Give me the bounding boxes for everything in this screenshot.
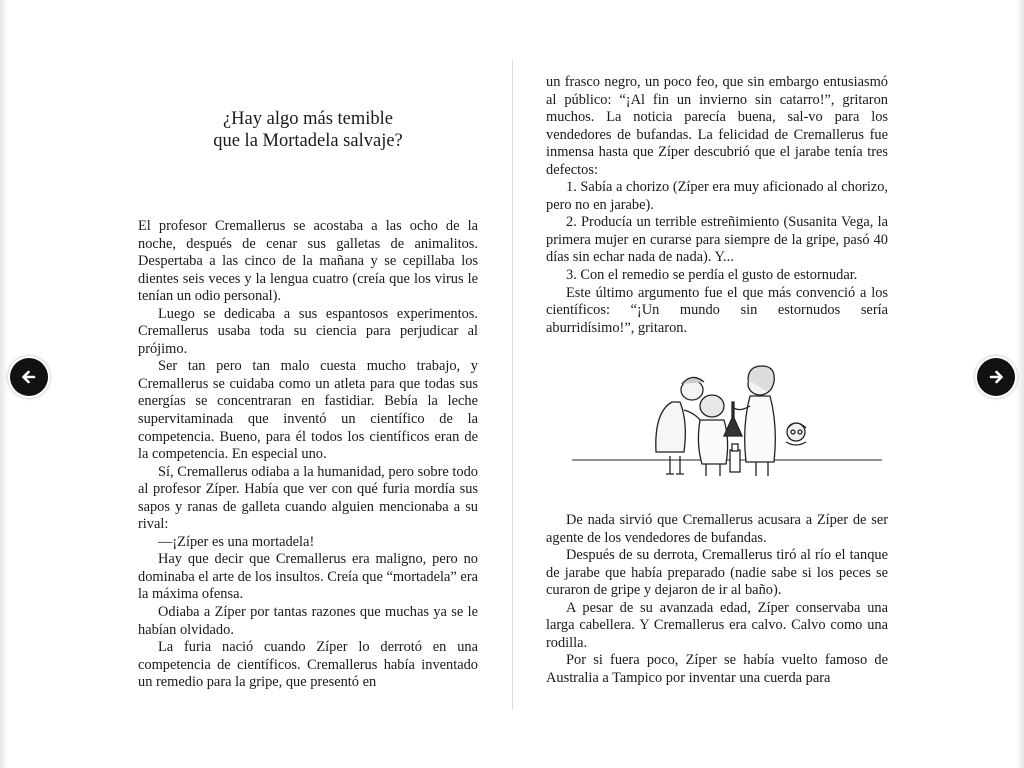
page-shadow-right bbox=[1016, 0, 1024, 768]
list-item: 1. Sabía a chorizo (Zíper era muy aficionado al chorizo, pero no en jarabe). bbox=[546, 179, 888, 213]
chapter-title-line-2: que la Mortadela salvaje? bbox=[213, 131, 403, 151]
paragraph: —¡Zíper es una mortadela! bbox=[158, 533, 315, 550]
paragraph: Después de su derrota, Cremallerus tiró al río el tanque de jarabe que había preparado (nadie sabe si los peces se curaron de gripe y dejaron de ir al baño). bbox=[546, 547, 888, 599]
right-page-text-bottom bbox=[546, 512, 888, 687]
right-page-text-top bbox=[546, 74, 888, 337]
scientists-illustration bbox=[572, 362, 882, 484]
left-page-text bbox=[138, 218, 478, 692]
paragraph: un frasco negro, un poco feo, que sin embargo entusiasmó al público: “¡Al fin un invierno sin catarro!”, gritaron muchos. La noticia parecía buena, sal-vo para los vendedores de bufandas. La felicidad de Cremallerus fue inmensa hasta que Zíper descubrió que el jarabe tenía tres defectos: bbox=[546, 74, 888, 178]
paragraph: Por si fuera poco, Zíper se había vuelto famoso de Australia a Tampico por inventar una cuerda para bbox=[546, 652, 888, 686]
arrow-left-icon bbox=[19, 367, 39, 387]
chapter-title-line-1: ¿Hay algo más temible bbox=[222, 109, 394, 129]
paragraph: A pesar de su avanzada edad, Zíper conservaba una larga cabellera. Y Cremallerus era calvo. Calvo como una rodilla. bbox=[546, 599, 888, 651]
page-gutter bbox=[512, 60, 513, 710]
paragraph: La furia nació cuando Zíper lo derrotó en una competencia de científicos. Cremallerus había inventado un remedio para la gripe, que presentó en bbox=[138, 639, 478, 691]
list-item: 3. Con el remedio se perdía el gusto de estornudar. bbox=[566, 267, 858, 284]
chapter-title bbox=[138, 108, 478, 152]
list-item: 2. Producía un terrible estreñimiento (Susanita Vega, la primera mujer en curarse para siempre de la gripe, pasó 40 días sin echar nada de nada). Y... bbox=[546, 214, 888, 266]
paragraph: De nada sirvió que Cremallerus acusara a Zíper de ser agente de los vendedores de bufandas. bbox=[546, 512, 888, 546]
paragraph: El profesor Cremallerus se acostaba a las ocho de la noche, después de cenar sus galletas de animalitos. Despertaba a las cinco de la mañana y se cepillaba los dientes seis veces y la lengua cuatro (creía que los virus le tenían un odio personal). bbox=[138, 218, 478, 305]
paragraph: Sí, Cremallerus odiaba a la humanidad, pero sobre todo al profesor Zíper. Había que ver con qué furia mordía sus sapos y ranas de galleta cuando alguien mencionaba a su rival: bbox=[138, 463, 478, 533]
paragraph: Odiaba a Zíper por tantas razones que muchas ya se le habían olvidado. bbox=[138, 604, 478, 638]
page-shadow-left bbox=[0, 0, 8, 768]
paragraph: Este último argumento fue el que más convenció a los científicos: “¡Un mundo sin estornudos sería aburridísimo!”, gritaron. bbox=[546, 284, 888, 336]
scientists-illustration-svg bbox=[572, 362, 882, 484]
next-page-button[interactable] bbox=[977, 358, 1015, 396]
arrow-right-icon bbox=[986, 367, 1006, 387]
paragraph: Ser tan pero tan malo cuesta mucho trabajo, y Cremallerus se cuidaba como un atleta para que todas sus energías se concentraran en fastidiar. Bebía la leche supervitaminada que inventó un científico de la competencia. Bueno, para él todos los científicos eran de la competencia. En especial uno. bbox=[138, 358, 478, 463]
paragraph: Luego se dedicaba a sus espantosos experimentos. Cremallerus usaba toda su ciencia para perjudicar al prójimo. bbox=[138, 305, 478, 357]
previous-page-button[interactable] bbox=[10, 358, 48, 396]
paragraph: Hay que decir que Cremallerus era maligno, pero no dominaba el arte de los insultos. Creía que “mortadela” era la máxima ofensa. bbox=[138, 551, 478, 603]
